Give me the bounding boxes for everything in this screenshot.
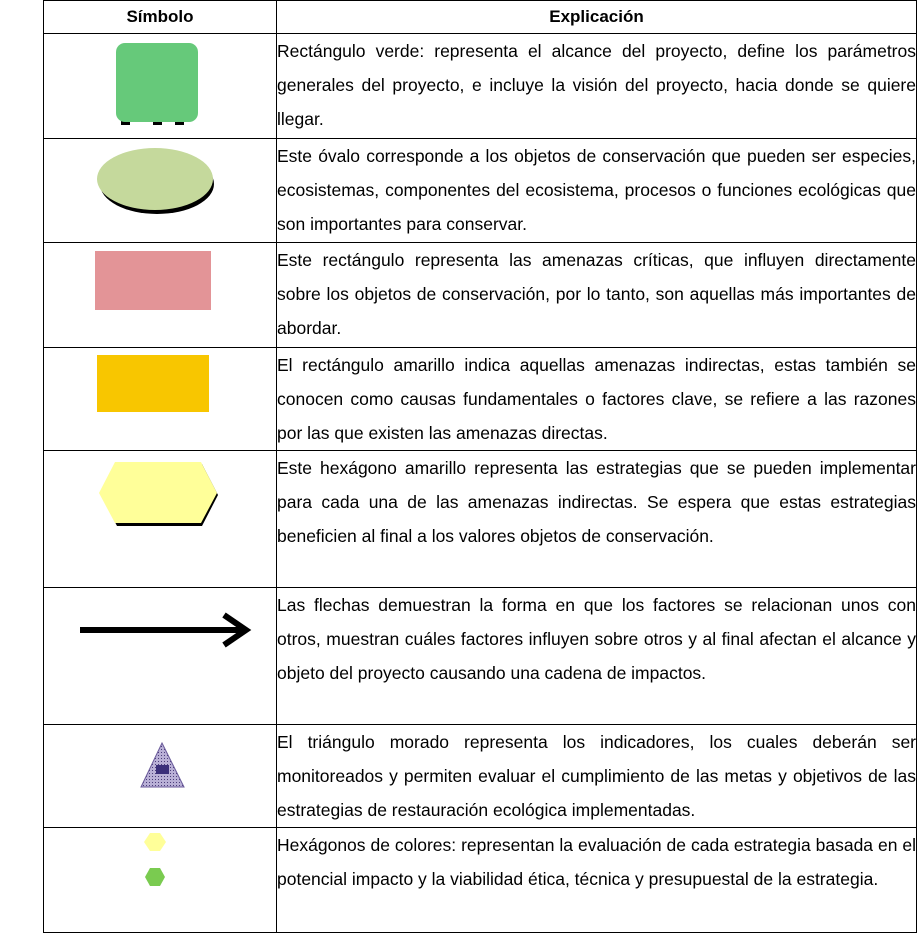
pink-rectangle-symbol [44,243,276,347]
table-row [44,34,917,139]
explanation-text: El triángulo morado representa los indicadores, los cuales deberán ser monitoreados y permiten evaluar el cumplimiento de las metas y objetivos de las estrategias de restauración ecológica implementadas. [277,725,917,828]
yellow-rectangle-symbol [44,348,276,450]
explanation-text: Hexágonos de colores: representan la evaluación de cada estrategia basada en el potencial impacto y la viabilidad ética, técnica y presupuestal de la estrategia. [277,828,917,933]
table-row [44,828,917,933]
table-row [44,243,917,348]
arrow-icon [44,588,276,724]
table-row [44,139,917,243]
explanation-text: Este óvalo corresponde a los objetos de conservación que pueden ser especies, ecosistemas, componentes del ecosistema, procesos o funciones ecológicas que son importantes para conservar. [277,139,917,243]
colored-hexagons-symbol [44,828,276,932]
explanation-text: Las flechas demuestran la forma en que los factores se relacionan unos con otros, muestran cuáles factores influyen sobre otros y al final afectan el alcance y objeto del proyecto causando una cadena de impactos. [277,588,917,725]
explanation-text: Este rectángulo representa las amenazas críticas, que influyen directamente sobre los objetos de conservación, por lo tanto, son aquellas más importantes de abordar. [277,243,917,348]
purple-triangle-symbol [44,725,276,827]
explanation-text: Este hexágono amarillo representa las estrategias que se pueden implementar para cada una de las amenazas indirectas. Se espera que estas estrategias beneficien al final a los valores objetos de conservación. [277,451,917,588]
table-row [44,588,917,725]
table-row [44,725,917,828]
explanation-text: El rectángulo amarillo indica aquellas amenazas indirectas, estas también se conocen como causas fundamentales o factores clave, se refiere a las razones por las que existen las amenazas directas. [277,348,917,451]
explanation-text: Rectángulo verde: representa el alcance del proyecto, define los parámetros generales del proyecto, e incluye la visión del proyecto, hacia donde se quiere llegar. [277,34,917,139]
yellow-hexagon-symbol [44,451,276,587]
header-row [44,1,917,34]
light-green-oval-symbol [44,139,276,242]
green-rectangle-symbol [44,34,276,138]
table-row [44,348,917,451]
explanation-column-header: Explicación [277,1,917,34]
table-row [44,451,917,588]
symbol-column-header: Símbolo [44,1,277,34]
legend-table [43,0,917,933]
